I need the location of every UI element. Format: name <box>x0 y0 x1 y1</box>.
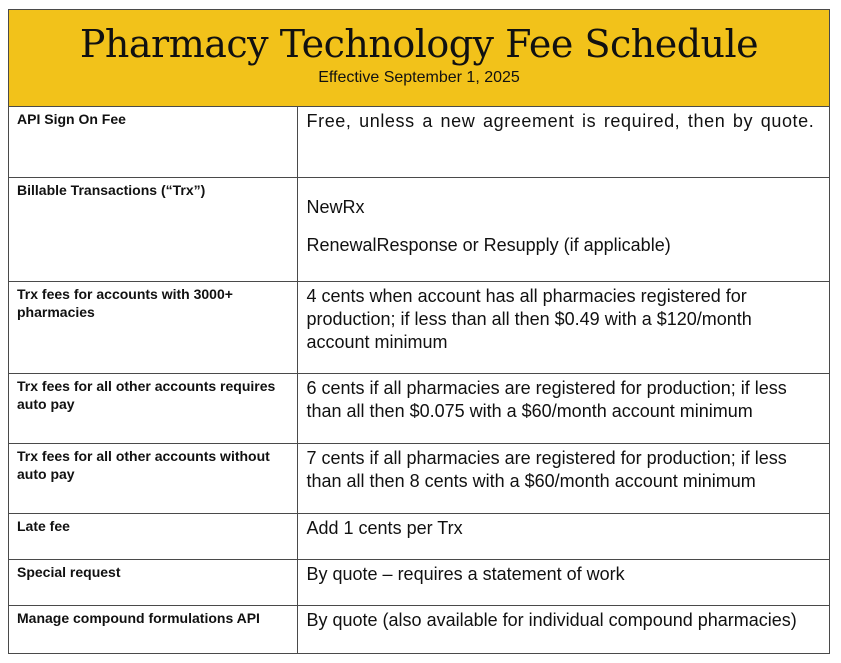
row-value <box>297 513 829 559</box>
table-row-api-sign-on <box>9 107 829 177</box>
value-line: RenewalResponse or Resupply (if applicable) <box>306 234 671 255</box>
value-line: NewRx <box>306 196 365 217</box>
row-label: Trx fees for all other accounts requires auto pay <box>9 373 297 443</box>
row-value <box>297 281 829 373</box>
row-label: Trx fees for accounts with 3000+ pharmacies <box>9 281 297 373</box>
table-row-special-request <box>9 559 829 605</box>
page-title: Pharmacy Technology Fee Schedule <box>79 22 759 66</box>
table-row-trx-no-auto-pay <box>9 443 829 513</box>
fee-schedule-document <box>8 9 830 654</box>
row-value <box>297 177 829 281</box>
row-label: Manage compound formulations API <box>9 605 297 653</box>
effective-date: Effective September 1, 2025 <box>318 69 520 86</box>
table-row-late-fee <box>9 513 829 559</box>
table-row-compound-formulations <box>9 605 829 653</box>
table-row-trx-auto-pay <box>9 373 829 443</box>
value-line: By quote (also available for individual compound pharmacies) <box>306 609 797 630</box>
row-label: Late fee <box>9 513 297 559</box>
row-label: Trx fees for all other accounts without auto pay <box>9 443 297 513</box>
fee-table <box>9 107 829 653</box>
row-label: API Sign On Fee <box>9 107 297 177</box>
row-value <box>297 107 829 177</box>
value-line: 4 cents when account has all pharmacies registered for production; if less than all then $0.49 with a $120/month account minimum <box>306 285 752 352</box>
row-label: Special request <box>9 559 297 605</box>
value-line: 7 cents if all pharmacies are registered for production; if less than all then 8 cents with a $60/month account minimum <box>306 447 787 491</box>
value-line: Free, unless a new agreement is required, then by quote. <box>306 111 815 131</box>
value-line: 6 cents if all pharmacies are registered for production; if less than all then $0.075 with a $60/month account minimum <box>306 377 787 421</box>
row-value <box>297 559 829 605</box>
row-value <box>297 373 829 443</box>
table-row-trx-3000-plus <box>9 281 829 373</box>
value-line: Add 1 cents per Trx <box>306 517 463 538</box>
table-row-billable-transactions <box>9 177 829 281</box>
row-value <box>297 443 829 513</box>
row-label: Billable Transactions (“Trx”) <box>9 177 297 281</box>
row-value <box>297 605 829 653</box>
value-line: By quote – requires a statement of work <box>306 563 625 584</box>
title-banner <box>9 10 829 107</box>
